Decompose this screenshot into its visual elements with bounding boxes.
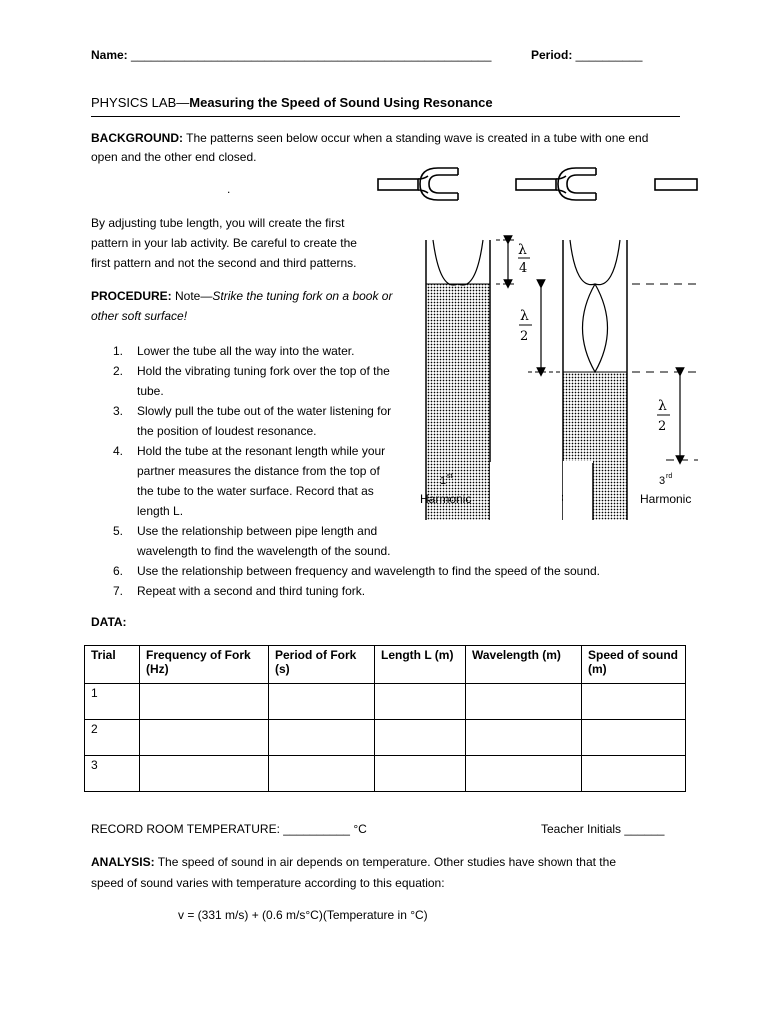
half-wavelength-arrow-1 [519, 284, 560, 372]
period-blank[interactable]: __________ [575, 48, 643, 62]
procedure-line-1 [91, 289, 392, 303]
step-text: Use the relationship between pipe length and wavelength to find the wavelength of the sound. [137, 524, 391, 558]
step-number: 4. [113, 444, 124, 458]
procedure-note: Note— [171, 289, 213, 303]
background-text-1: The patterns seen below occur when a standing wave is created in a tube with one end [183, 131, 649, 145]
h1-label-harmonic: Harmonic [420, 492, 472, 506]
background-text-2: open and the other end closed. [91, 150, 257, 164]
column-header: Wavelength (m) [466, 646, 582, 684]
column-header: Speed of sound (m) [582, 646, 686, 684]
quarter-denominator: 4 [519, 261, 528, 276]
background-dot: . [227, 182, 231, 196]
half-denominator-2: 2 [658, 419, 667, 434]
page-title [91, 95, 493, 110]
step-text: Use the relationship between frequency and wavelength to find the speed of the sound. [137, 564, 600, 578]
table-cell[interactable] [375, 720, 466, 756]
table-row [85, 720, 686, 756]
table-row [85, 684, 686, 720]
table-cell[interactable] [466, 684, 582, 720]
column-header: Trial [85, 646, 140, 684]
lambda-symbol: λ [658, 398, 667, 414]
step-text: Hold the tube at the resonant length while your partner measures the distance from the top of the tube to the water surface. Record that as length L. [137, 444, 386, 518]
step-text: Slowly pull the tube out of the water listening for the position of loudest resonance. [137, 404, 392, 438]
half-wavelength-arrow-2 [657, 372, 680, 460]
column-header: Length L (m) [375, 646, 466, 684]
table-cell[interactable] [269, 684, 375, 720]
temperature-label: RECORD ROOM TEMPERATURE: [91, 822, 284, 836]
h3-label-harmonic: Harmonic [640, 492, 692, 506]
analysis-text-1: The speed of sound in air depends on temperature. Other studies have shown that the [154, 855, 616, 869]
column-header: Period of Fork (s) [269, 646, 375, 684]
trial-cell: 3 [85, 756, 140, 792]
procedure-step [91, 581, 697, 601]
procedure-step [91, 361, 395, 401]
table-cell[interactable] [140, 756, 269, 792]
procedure-step [91, 521, 437, 561]
name-line [91, 48, 491, 62]
period-line [531, 48, 642, 62]
teacher-initials-line [541, 822, 664, 836]
trial-cell: 1 [85, 684, 140, 720]
procedure-note-italic-2: other soft surface! [91, 309, 188, 323]
table-cell[interactable] [140, 720, 269, 756]
h3-label-number: 3 [659, 475, 666, 487]
step-number: 5. [113, 524, 124, 538]
data-table [84, 645, 686, 792]
h1-label-number: 1 [440, 475, 447, 487]
step-text: Hold the vibrating tuning fork over the top of the tube. [137, 364, 390, 398]
intro-line-1: By adjusting tube length, you will create the first [91, 216, 345, 230]
background-label: BACKGROUND: [91, 131, 183, 145]
step-text: Lower the tube all the way into the water. [137, 344, 355, 358]
teacher-initials-label: Teacher Initials [541, 822, 625, 836]
title-rule [91, 116, 680, 117]
trial-cell: 2 [85, 720, 140, 756]
intro-line-2: pattern in your lab activity. Be careful to create the [91, 236, 357, 250]
procedure-step [91, 441, 395, 521]
step-number: 2. [113, 364, 124, 378]
step-number: 7. [113, 584, 124, 598]
teacher-initials-blank[interactable]: ______ [624, 822, 665, 836]
procedure-step [91, 401, 399, 441]
table-cell[interactable] [466, 720, 582, 756]
table-cell[interactable] [375, 684, 466, 720]
table-cell[interactable] [269, 720, 375, 756]
speed-equation: v = (331 m/s) + (0.6 m/s°C)(Temperature in °C) [178, 908, 428, 922]
table-cell[interactable] [582, 720, 686, 756]
table-header-row [85, 646, 686, 684]
period-label: Period: [531, 48, 576, 62]
step-number: 1. [113, 344, 124, 358]
analysis-label: ANALYSIS: [91, 855, 155, 869]
lambda-symbol: λ [518, 242, 527, 258]
table-cell[interactable] [582, 684, 686, 720]
table-cell[interactable] [140, 684, 269, 720]
table-cell[interactable] [269, 756, 375, 792]
lambda-symbol: λ [520, 308, 529, 324]
tuning-fork-icon [378, 168, 458, 200]
temperature-blank[interactable]: __________ [283, 822, 350, 836]
procedure-note-italic-1: Strike the tuning fork on a book or [212, 289, 393, 303]
temperature-line [91, 822, 367, 836]
step-number: 3. [113, 404, 124, 418]
table-cell[interactable] [582, 756, 686, 792]
analysis-line-1 [91, 855, 616, 869]
tuning-fork-icon [655, 179, 697, 190]
intro-line-3: first pattern and not the second and third patterns. [91, 256, 357, 270]
tuning-fork-icons [376, 166, 701, 202]
column-header: Frequency of Fork (Hz) [140, 646, 269, 684]
quarter-wavelength-arrow [496, 240, 530, 284]
table-cell[interactable] [466, 756, 582, 792]
name-label: Name: [91, 48, 132, 62]
analysis-text-2: speed of sound varies with temperature according to this equation: [91, 876, 445, 890]
procedure-label: PROCEDURE: [91, 289, 172, 303]
temperature-unit: °C [349, 822, 367, 836]
step-number: 6. [113, 564, 124, 578]
title-text: Measuring the Speed of Sound Using Resonance [189, 95, 493, 110]
harmonics-diagram [400, 232, 705, 527]
background-line-1 [91, 131, 648, 145]
h1-label-sup: st [447, 473, 453, 480]
procedure-step [91, 561, 697, 581]
tube-first-harmonic [420, 240, 490, 520]
step-text: Repeat with a second and third tuning fork. [137, 584, 366, 598]
h3-label-sup: rd [666, 473, 673, 480]
table-row [85, 756, 686, 792]
tuning-fork-icon [516, 168, 596, 200]
table-cell[interactable] [375, 756, 466, 792]
name-blank[interactable]: ______________________________________________________ [131, 48, 492, 62]
half-denominator-1: 2 [520, 329, 529, 344]
data-label: DATA: [91, 615, 127, 629]
title-prefix: PHYSICS LAB— [91, 95, 190, 110]
